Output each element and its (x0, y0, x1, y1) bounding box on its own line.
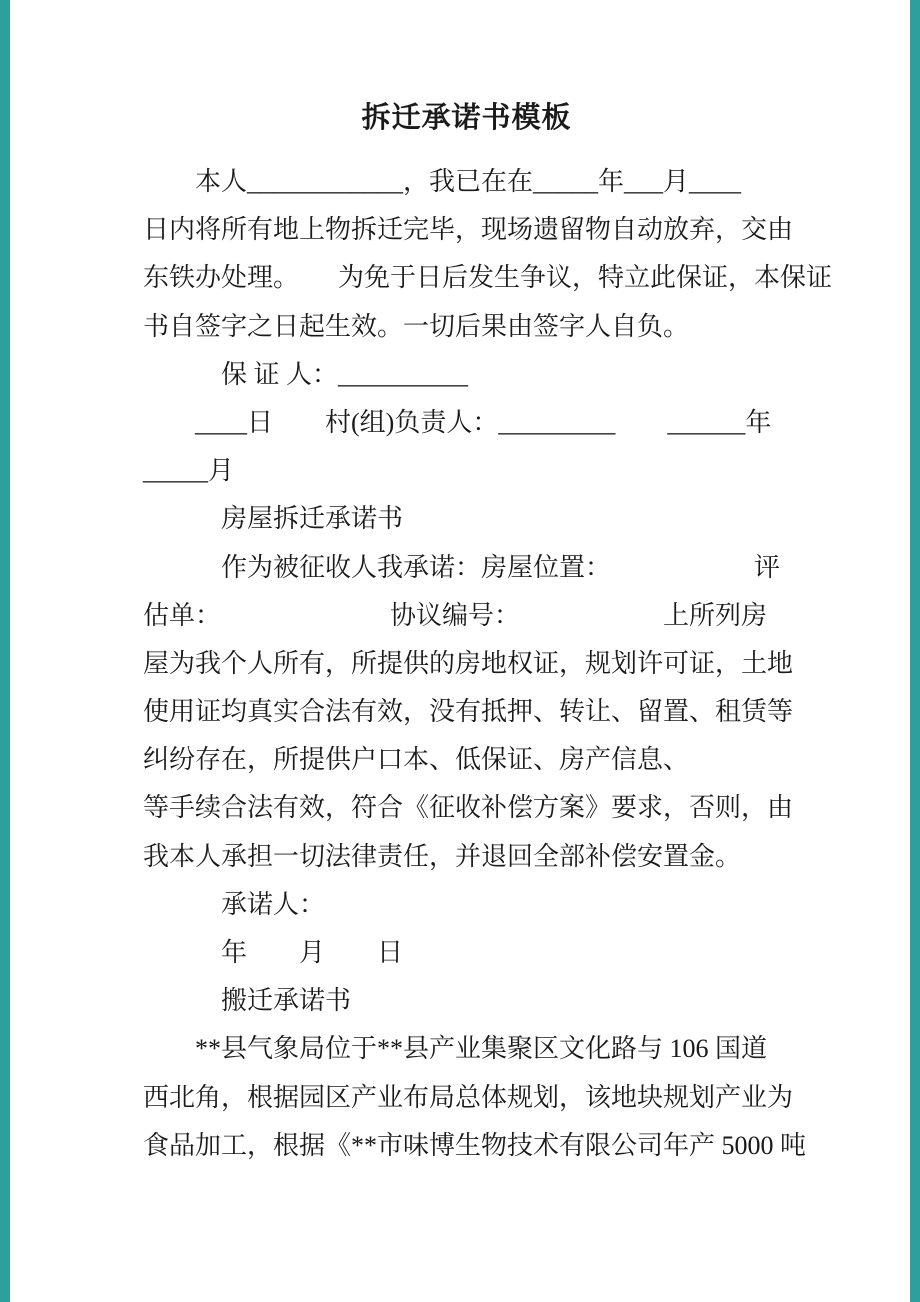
text-line: 使用证均真实合法有效，没有抵押、转让、留置、租赁等 (143, 697, 794, 727)
text-line: 估单： 协议编号： 上所列房 (143, 600, 768, 630)
text-line: 保 证 人：__________ (143, 359, 469, 389)
text-line: 年 月 日 (143, 938, 404, 967)
text-line: 西北角，根据园区产业布局总体规划，该地块规划产业为 (143, 1082, 794, 1112)
text-line: 等手续合法有效，符合《征收补偿方案》要求，否则，由 (143, 793, 794, 823)
document-page (10, 0, 910, 1302)
text-line: ____日 村(组)负责人：_________ ______年 (143, 407, 772, 437)
text-line: 屋为我个人所有，所提供的房地权证，规划许可证，土地 (143, 648, 794, 678)
text-line: 纠纷存在，所提供户口本、低保证、房产信息、 (143, 745, 690, 775)
text-line: 书自签字之日起生效。一切后果由签字人自负。 (143, 311, 690, 341)
page-edge-stripe-right (910, 0, 920, 1302)
text-line: 作为被征收人我承诺：房屋位置： 评 (143, 552, 781, 582)
text-line: 我本人承担一切法律责任，并退回全部补偿安置金。 (143, 841, 742, 871)
text-line: 日内将所有地上物拆迁完毕，现场遗留物自动放弃，交由 (143, 215, 794, 245)
document-body (10, 140, 910, 1170)
text-line: 房屋拆迁承诺书 (143, 504, 404, 534)
document-title: 拆迁承诺书模板 (361, 102, 572, 134)
text-line: 本人____________，我已在在_____年___月____ (143, 167, 742, 196)
text-line: _____月 (143, 456, 235, 486)
text-line: 食品加工，根据《**市味博生物技术有限公司年产 5000 吨 (143, 1130, 807, 1160)
text-line: 东铁办处理。 为免于日后发生争议，特立此保证，本保证 (143, 263, 833, 293)
text-line: 搬迁承诺书 (143, 986, 352, 1016)
text-line: **县气象局位于**县产业集聚区文化路与 106 国道 (143, 1034, 768, 1064)
page-edge-stripe-left (0, 0, 10, 1302)
text-line: 承诺人： (143, 889, 326, 919)
